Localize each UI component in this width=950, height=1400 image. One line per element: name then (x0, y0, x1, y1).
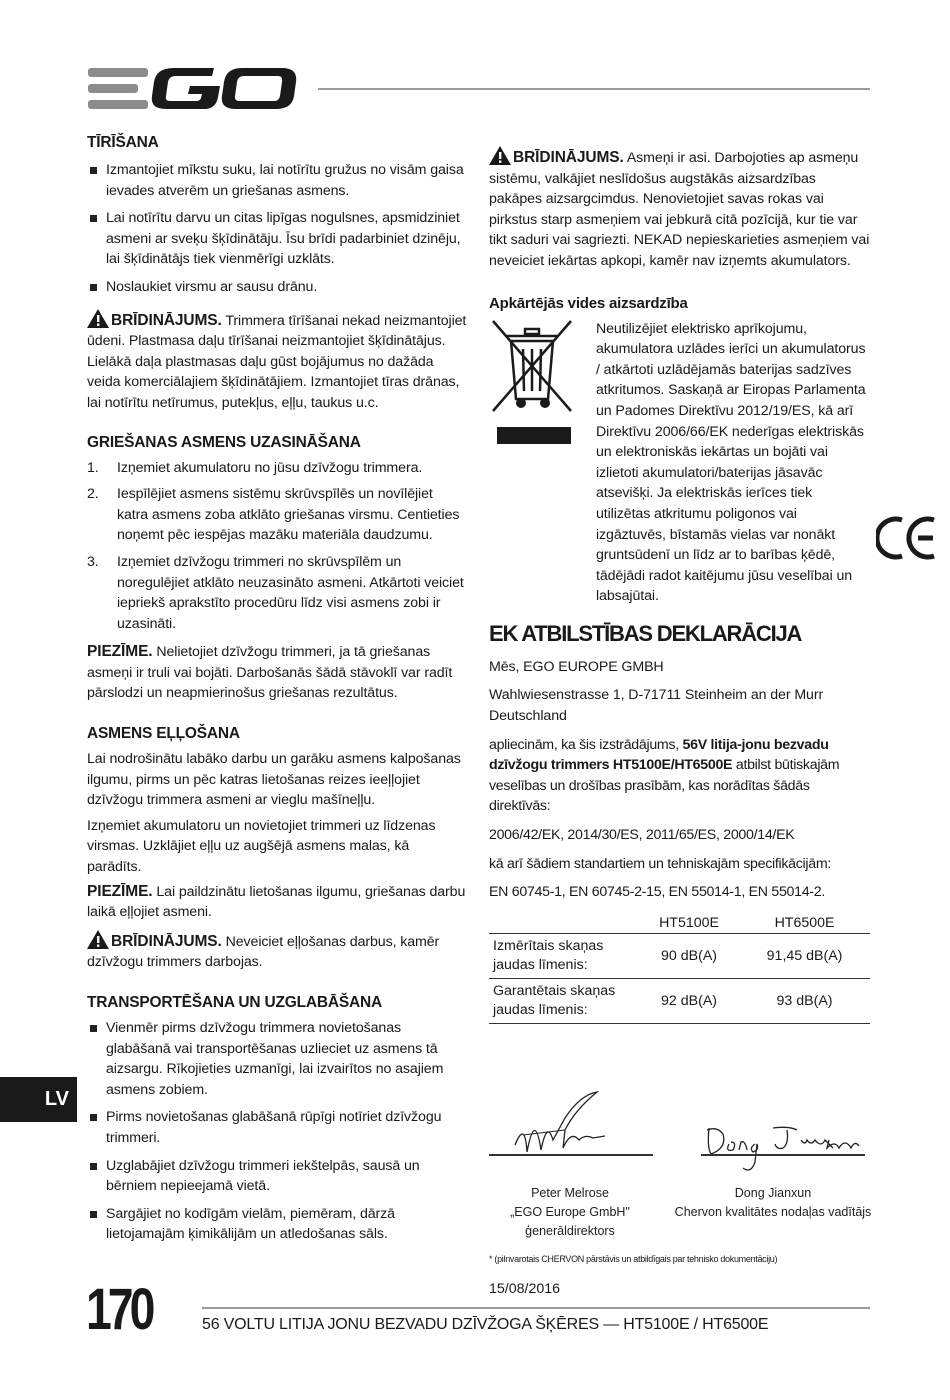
standards: EN 60745-1, EN 60745-2-15, EN 55014-1, EN 55014-2. (489, 884, 825, 901)
address: Wahlwiesenstrasse 1, D-71711 Steinheim an der Murr Deutschland (489, 687, 824, 725)
oiling-paragraph-2: Izņemiet akumulatoru un novietojiet trimmeri uz līdzenas virsmas. Uzklājiet eļļu uz augšējā asmens malas, kā parādīts. (87, 817, 436, 876)
signer-2-name: Dong Jianxun (734, 1186, 812, 1200)
footnote: * (pilnvarotais CHERVON pārstāvis un atbildīgais par tehnisko dokumentāciju) (489, 1254, 778, 1264)
oiling-paragraph-1: Lai nodrošinātu labāko darbu un garāku asmens kalpošanas ilgumu, pirms un pēc katras lietošanas reizes ieeļļojiet dzīvžogu trimmera asmeni ar vieglu mašīneļļu. (87, 751, 461, 809)
bullet-icon (90, 1211, 97, 1218)
table-row: Izmērītais skaņas jaudas līmenis: 90 dB(A) 91,45 dB(A) (489, 933, 870, 978)
sound-level-table (489, 913, 870, 1024)
list-item: Vienmēr pirms dzīvžogu trimmera novietošanas glabāšanā vai transportēšanas uzlieciet uz asmens tā aizsargu. Rīkojieties uzmanīgi, lai izvairītos no asajiem asmens zobiem. (87, 1018, 467, 1100)
list-item: Noslaukiet virsmu ar sausu drānu. (87, 277, 467, 298)
list-item: Sargājiet no kodīgām vielām, piemēram, dārzā lietojamajām ķimikālijām un atledošanas sāls. (87, 1204, 467, 1245)
bullet-icon (90, 1163, 97, 1170)
warning-icon (489, 146, 511, 165)
list-item: Pirms novietošanas glabāšanā rūpīgi notīriet dzīvžogu trimmeri. (87, 1107, 467, 1148)
footer-rule (202, 1307, 870, 1309)
storage-heading: TRANSPORTĒŠANA UN UZGLABĀŠANA (87, 994, 383, 1011)
signature-line-1 (489, 1154, 653, 1156)
standards-intro: kā arī šādiem standartiem un tehniskajām specifikācijām: (489, 855, 831, 872)
bullet-icon (90, 284, 97, 291)
list-item: Izmantojiet mīkstu suku, lai notīrītu gružus no visām gaisa ievades atverēm un griešanas asmens. (87, 160, 467, 201)
warning-icon (87, 930, 109, 949)
ek-title: EK ATBILSTĪBAS DEKLARĀCIJA (489, 620, 802, 646)
table-row: Garantētais skaņas jaudas līmenis: 92 dB(A) 93 dB(A) (489, 978, 870, 1023)
signer-1-name: Peter Melrose (531, 1186, 609, 1200)
signer-1-role: ģenerāldirektors (525, 1224, 615, 1238)
blade-warning: BRĪDINĀJUMS. Asmeņi ir asi. Darbojoties ap asmeņu sistēmu, valkājiet neslīdošus augstākās aizsardzības pakāpes aizsargcimdus. Nenovietojiet savas rokas vai pirkstus starp asmeņiem vai jebkurā citā pozīcijā, kur tie var tikt saduri vai sagriezti. NEKAD nepieskarieties asmeņiem vai neveiciet iekārtas apkopi, kamēr nav izņemts akumulators. (489, 146, 870, 272)
cleaning-heading: TĪRĪŠANA (87, 134, 159, 151)
sharpening-heading: GRIEŠANAS ASMENS UZASINĀŠANA (87, 433, 361, 451)
list-item: 2. Iespīlējiet asmens sistēmu skrūvspīlēs un novīlējiet katra asmens zoba atklāto griešanas virsmu. Centieties noņemt pēc iespējas mazāku materiāla daudzumu. (87, 486, 460, 544)
bullet-icon (90, 167, 97, 174)
ce-mark (876, 516, 938, 560)
oiling-note: PIEZĪME. Lai paildzinātu lietošanas ilgumu, griešanas darbu laikā eļļojiet asmeni. (87, 882, 466, 921)
declaration-date: 15/08/2016 (489, 1281, 561, 1297)
signer-2-caption (670, 1184, 876, 1222)
sharpening-note: PIEZĪME. Nelietojiet dzīvžogu trimmeri, ja tā griešanas asmeņi ir truli vai bojāti. Darbošanās šādā stāvoklī var radīt pārslodzi un neapmierinošus griešanas rezultātus. (87, 643, 453, 702)
list-item: Lai notīrītu darvu un citas lipīgas nogulsnes, apsmidziniet asmeni ar sveķu šķīdinātāju. Īsu brīdi padarbiniet dzinēju, lai šķīdinātājs tiek vienmērīgi uzklāts. (87, 208, 467, 270)
environment-text: Neutilizējiet elektrisko aprīkojumu, akumulatora uzlādes ierīci un akumulatorus / atkārtoti uzlādējamās baterijas sadzīves atkritumos. Saskaņā ar Eiropas Parlamenta un Padomes Direktīvu 2012/19/ES, kā arī Direktīvu 2006/66/EK nederīgas elektriskās un elektroniskās iekārtas un bojāti vai izlietoti akumulatori/baterijas jāsavāc atsevišķi. Ja elektriskās ierīces tiek utilizētas atkritumu poligonos vai izgāztuvēs, bīstamās vielas var nonākt gruntsūdenī un līdz ar to barības ķēdē, tādējādi radot kaitējumu jūsu veselībai un labsajūtai. (596, 320, 866, 605)
list-item: 1. Izņemiet akumulatoru no jūsu dzīvžogu trimmera. (87, 459, 423, 476)
bullet-icon (90, 215, 97, 222)
signature-peter-melrose (505, 1090, 615, 1156)
page-number: 170 (86, 1277, 152, 1342)
storage-list (87, 1018, 467, 1245)
bullet-icon (90, 1114, 97, 1121)
signer-2-role: Chervon kvalitātes nodaļas vadītājs (674, 1205, 872, 1219)
ego-logo (86, 64, 298, 114)
warning-icon (87, 309, 109, 328)
list-item: 3. Izņemiet dzīvžogu trimmeri no skrūvspīlēm un noregulējiet atklāto neuzasināto asmeni. Atkārtoti veiciet iepriekš aprakstīto procedūru līdz visi asmens zobi ir uzasināti. (87, 553, 464, 632)
bullet-icon (90, 1025, 97, 1032)
list-item: Uzglabājiet dzīvžogu trimmeri iekštelpās, sausā un bērniem nepieejamā vietā. (87, 1156, 467, 1197)
environment-heading: Apkārtējās vides aizsardzība (489, 294, 688, 312)
oiling-warning: BRĪDINĀJUMS. Neveiciet eļļošanas darbus, kamēr dzīvžogu trimmers darbojas. (87, 930, 467, 973)
crossed-bin-icon (489, 319, 575, 444)
signature-line-2 (701, 1154, 865, 1156)
left-column (87, 134, 467, 1252)
cleaning-warning: BRĪDINĀJUMS. Trimmera tīrīšanai nekad neizmantojiet ūdeni. Plastmasa daļu tīrīšanai neizmantojiet šķīdinātājus. Lielākā daļa plastmasas daļu gūst bojājumus no dažāda veida komerciālajiem šķīdinātājiem. Izmantojiet tīras drānas, lai notīrītu netīrumus, putekļus, eļļu, taukus u.c. (87, 309, 467, 414)
signer-1-company: „EGO Europe GmbH" (510, 1205, 630, 1219)
environment-block (489, 319, 870, 607)
declaration-text: apliecinām, ka šis izstrādājums, 56V litija-jonu bezvadu dzīvžogu trimmers HT5100E/HT6500E atbilst būtiskajām veselības un drošības prasībām, kas norādītas šādās direktīvās: (489, 736, 840, 815)
directives: 2006/42/EK, 2014/30/ES, 2011/65/ES, 2000/14/EK (489, 827, 795, 844)
language-tab: LV (0, 1077, 77, 1122)
company-line: Mēs, EGO EUROPE GMBH (489, 658, 664, 675)
signature-dong-jianxun (703, 1118, 863, 1176)
cleaning-list (87, 160, 467, 298)
oiling-heading: ASMENS EĻĻOŠANA (87, 725, 240, 743)
table-header-row: HT5100E HT6500E (489, 913, 870, 934)
footer-title: 56 VOLTU LITIJA JONU BEZVADU DZĪVŽOGA ŠĶĒRES — HT5100E / HT6500E (202, 1316, 769, 1333)
sharpening-steps (87, 458, 467, 635)
header-rule (318, 88, 870, 90)
signer-1-caption (480, 1184, 660, 1241)
right-column (489, 146, 870, 1024)
